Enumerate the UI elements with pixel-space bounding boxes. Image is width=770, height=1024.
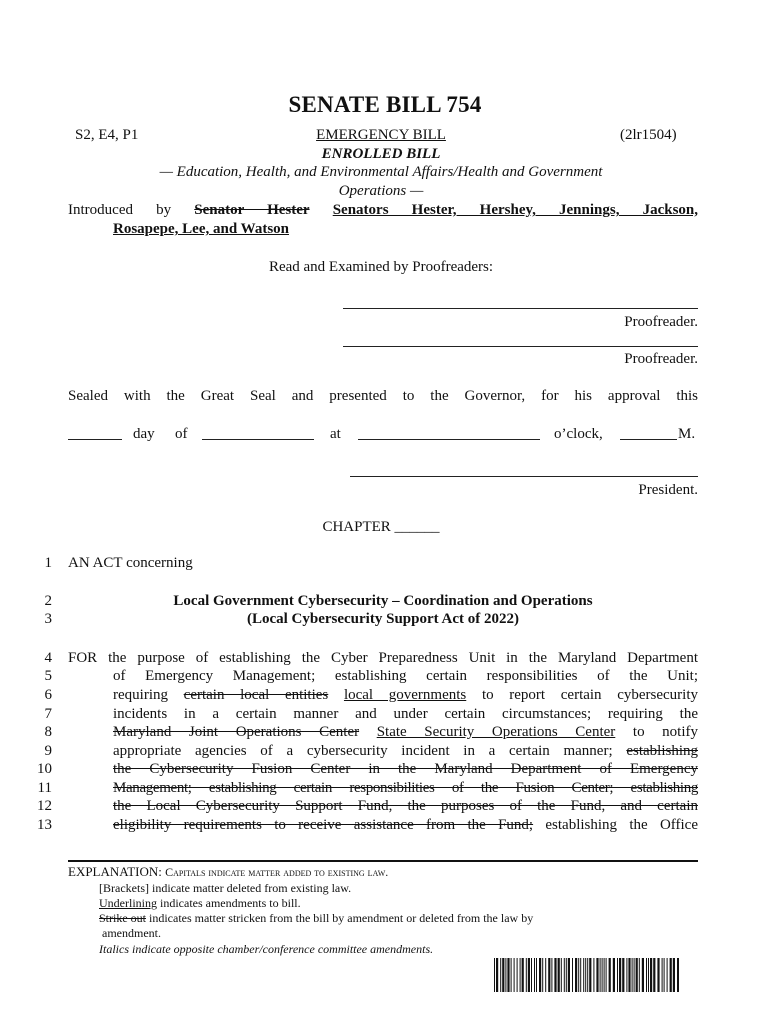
barcode-bar: [632, 958, 633, 992]
explanation-capitals-note: Capitals indicate matter added to existing law.: [165, 865, 389, 879]
barcode-bar: [511, 958, 512, 992]
purpose-line-6: [113, 687, 698, 704]
barcode-bar: [650, 958, 652, 992]
barcode-bar: [536, 958, 537, 992]
underlining-description: indicates amendments to bill.: [160, 896, 301, 910]
barcode-bar: [609, 958, 611, 992]
barcode-bar: [580, 958, 581, 992]
sealed-text: Sealed with the Great Seal and presented to the Governor, for his approval this: [68, 388, 698, 404]
explanation-italics: Italics indicate opposite chamber/conference committee amendments.: [99, 942, 434, 956]
am-pm-field[interactable]: [620, 439, 677, 440]
purpose-line-11: Management; establishing certain responsibilities of the Fusion Center; establishing: [113, 780, 698, 796]
introduced-struck-sponsor: Senator Hester: [194, 202, 310, 218]
barcode-bar: [617, 958, 618, 992]
bracket-open: [: [99, 881, 103, 895]
barcode-bar: [507, 958, 509, 992]
purpose-text: to report certain cybersecurity: [481, 687, 699, 703]
barcode-bar: [494, 958, 495, 992]
barcode-bar: [634, 958, 635, 992]
strikeout-description: indicates matter stricken from the bill by amendment or deleted from the law by: [149, 911, 534, 925]
proofreader-label-2: Proofreader.: [624, 351, 698, 367]
purpose-line-12: the Local Cybersecurity Support Fund, the purposes of the Fund, and certain: [113, 798, 698, 814]
purpose-line-4: FOR the purpose of establishing the Cyber Preparedness Unit in the Maryland Department: [68, 650, 698, 666]
barcode-bar: [548, 958, 550, 992]
explanation-header: [68, 864, 388, 880]
barcode: [494, 958, 679, 992]
barcode-bar: [619, 958, 621, 992]
line-number: 6: [44, 687, 52, 703]
line-number: 12: [37, 798, 52, 814]
barcode-bar: [662, 958, 663, 992]
barcode-bar: [589, 958, 591, 992]
brackets-description: indicate matter deleted from existing law.: [151, 881, 352, 895]
purpose-line-5: of Emergency Management; establishing certain responsibilities of the Unit;: [113, 668, 698, 684]
barcode-bar: [636, 958, 638, 992]
line-number: 8: [44, 724, 52, 740]
oclock-word: o’clock,: [554, 426, 603, 442]
barcode-bar: [534, 958, 535, 992]
line-number: 9: [44, 743, 52, 759]
barcode-bar: [653, 958, 655, 992]
barcode-bar: [648, 958, 649, 992]
purpose-line-8: [113, 724, 698, 741]
introduced-new-sponsors: Senators Hester, Hershey, Jennings, Jackson,: [332, 202, 699, 218]
committee-line-1: — Education, Health, and Environmental Affairs/Health and Government: [159, 164, 603, 180]
line-number: 4: [44, 650, 52, 666]
barcode-bar: [564, 958, 565, 992]
barcode-bar: [670, 958, 672, 992]
strikeout-word: Strike out: [99, 911, 146, 925]
at-word: at: [330, 426, 341, 442]
barcode-bar: [558, 958, 560, 992]
month-field[interactable]: [202, 439, 314, 440]
time-field[interactable]: [358, 439, 540, 440]
line-number: 1: [44, 555, 52, 571]
barcode-bar: [593, 958, 594, 992]
explanation-divider: [68, 860, 698, 862]
barcode-bar: [600, 958, 601, 992]
barcode-bar: [657, 958, 659, 992]
barcode-bar: [664, 958, 665, 992]
barcode-bar: [539, 958, 541, 992]
day-number-field[interactable]: [68, 439, 122, 440]
barcode-bar: [606, 958, 607, 992]
purpose-text: establishing the Office: [545, 817, 698, 833]
proofreader-signature-line-2: [343, 346, 698, 347]
barcode-bar: [522, 958, 524, 992]
barcode-bar: [531, 958, 532, 992]
purpose-line-7: incidents in a certain manner and under certain circumstances; requiring the: [113, 706, 698, 722]
struck-text: eligibility requirements to receive assistance from the Fund;: [113, 817, 534, 833]
introduced-sponsors-line-2: Rosapepe, Lee, and Watson: [113, 221, 290, 237]
barcode-bar: [667, 958, 668, 992]
line-number: 5: [44, 668, 52, 684]
barcode-bar: [545, 958, 546, 992]
president-signature-line: [350, 476, 698, 477]
purpose-line-10: the Cybersecurity Fusion Center in the Maryland Department of Emergency: [113, 761, 698, 777]
barcode-bar: [496, 958, 498, 992]
bracket-close: ]: [144, 881, 149, 895]
barcode-bar: [542, 958, 543, 992]
line-number: 11: [37, 780, 52, 796]
purpose-line-9: [113, 743, 698, 760]
line-number: 3: [44, 611, 52, 627]
barcode-bar: [526, 958, 527, 992]
barcode-bar: [646, 958, 647, 992]
barcode-bar: [596, 958, 598, 992]
proofreader-label-1: Proofreader.: [624, 314, 698, 330]
amended-text: State Security Operations Center: [376, 724, 616, 740]
barcode-bar: [575, 958, 577, 992]
line-number: 7: [44, 706, 52, 722]
barcode-bar: [517, 958, 518, 992]
barcode-bar: [551, 958, 552, 992]
act-concerning: AN ACT concerning: [68, 555, 193, 571]
barcode-bar: [604, 958, 605, 992]
barcode-bar: [578, 958, 579, 992]
file-code: (2lr1504): [620, 127, 677, 143]
barcode-bar: [502, 958, 504, 992]
struck-text: certain local entities: [183, 687, 329, 703]
explanation-strikeout-continued: amendment.: [102, 926, 161, 940]
barcode-bar: [639, 958, 640, 992]
purpose-text: requiring: [113, 687, 168, 703]
subject-line-1: Local Government Cybersecurity – Coordination and Operations: [173, 593, 593, 609]
bill-codes: S2, E4, P1: [75, 127, 139, 143]
purpose-text: appropriate agencies of a cybersecurity incident in a certain manner;: [113, 743, 613, 759]
explanation-label: EXPLANATION:: [68, 864, 162, 879]
barcode-bar: [554, 958, 556, 992]
line-number: 2: [44, 593, 52, 609]
barcode-bar: [587, 958, 588, 992]
barcode-bar: [514, 958, 515, 992]
barcode-bar: [583, 958, 584, 992]
day-word: day: [133, 426, 155, 442]
committee-line-2: Operations —: [338, 183, 424, 199]
barcode-bar: [677, 958, 679, 992]
explanation-brackets: [99, 881, 351, 896]
brackets-word: Brackets: [103, 881, 145, 895]
purpose-text: to notify: [632, 724, 699, 740]
bill-title: SENATE BILL 754: [288, 92, 482, 117]
president-label: President.: [638, 482, 698, 498]
explanation-strikeout: [99, 911, 533, 926]
amended-text: local governments: [343, 687, 467, 703]
read-examined-label: Read and Examined by Proofreaders:: [268, 259, 494, 275]
struck-text: Maryland Joint Operations Center: [113, 724, 360, 740]
introduced-prefix: Introduced by: [68, 202, 172, 218]
emergency-bill-label: EMERGENCY BILL: [316, 127, 446, 143]
barcode-bar: [673, 958, 675, 992]
barcode-bar: [626, 958, 627, 992]
struck-text: establishing: [626, 743, 698, 759]
barcode-bar: [628, 958, 630, 992]
line-number: 10: [37, 761, 52, 777]
chapter-label: CHAPTER ______: [322, 519, 440, 535]
barcode-bar: [622, 958, 624, 992]
barcode-bar: [505, 958, 506, 992]
explanation-underlining: [99, 896, 301, 911]
barcode-bar: [585, 958, 586, 992]
proofreader-signature-line-1: [343, 308, 698, 309]
barcode-bar: [568, 958, 570, 992]
barcode-bar: [566, 958, 567, 992]
barcode-bar: [500, 958, 501, 992]
barcode-bar: [528, 958, 530, 992]
barcode-bar: [572, 958, 573, 992]
barcode-bar: [642, 958, 644, 992]
purpose-line-13: [113, 817, 698, 834]
barcode-bar: [613, 958, 615, 992]
m-word: M.: [678, 426, 696, 442]
of-word: of: [175, 426, 188, 442]
barcode-bar: [561, 958, 562, 992]
enrolled-bill-label: ENROLLED BILL: [321, 146, 441, 162]
barcode-bar: [602, 958, 603, 992]
line-number: 13: [37, 817, 52, 833]
underlining-word: Underlining: [99, 896, 157, 910]
subject-line-2: (Local Cybersecurity Support Act of 2022): [246, 611, 520, 627]
barcode-bar: [520, 958, 521, 992]
introduced-by-line: [68, 201, 698, 220]
